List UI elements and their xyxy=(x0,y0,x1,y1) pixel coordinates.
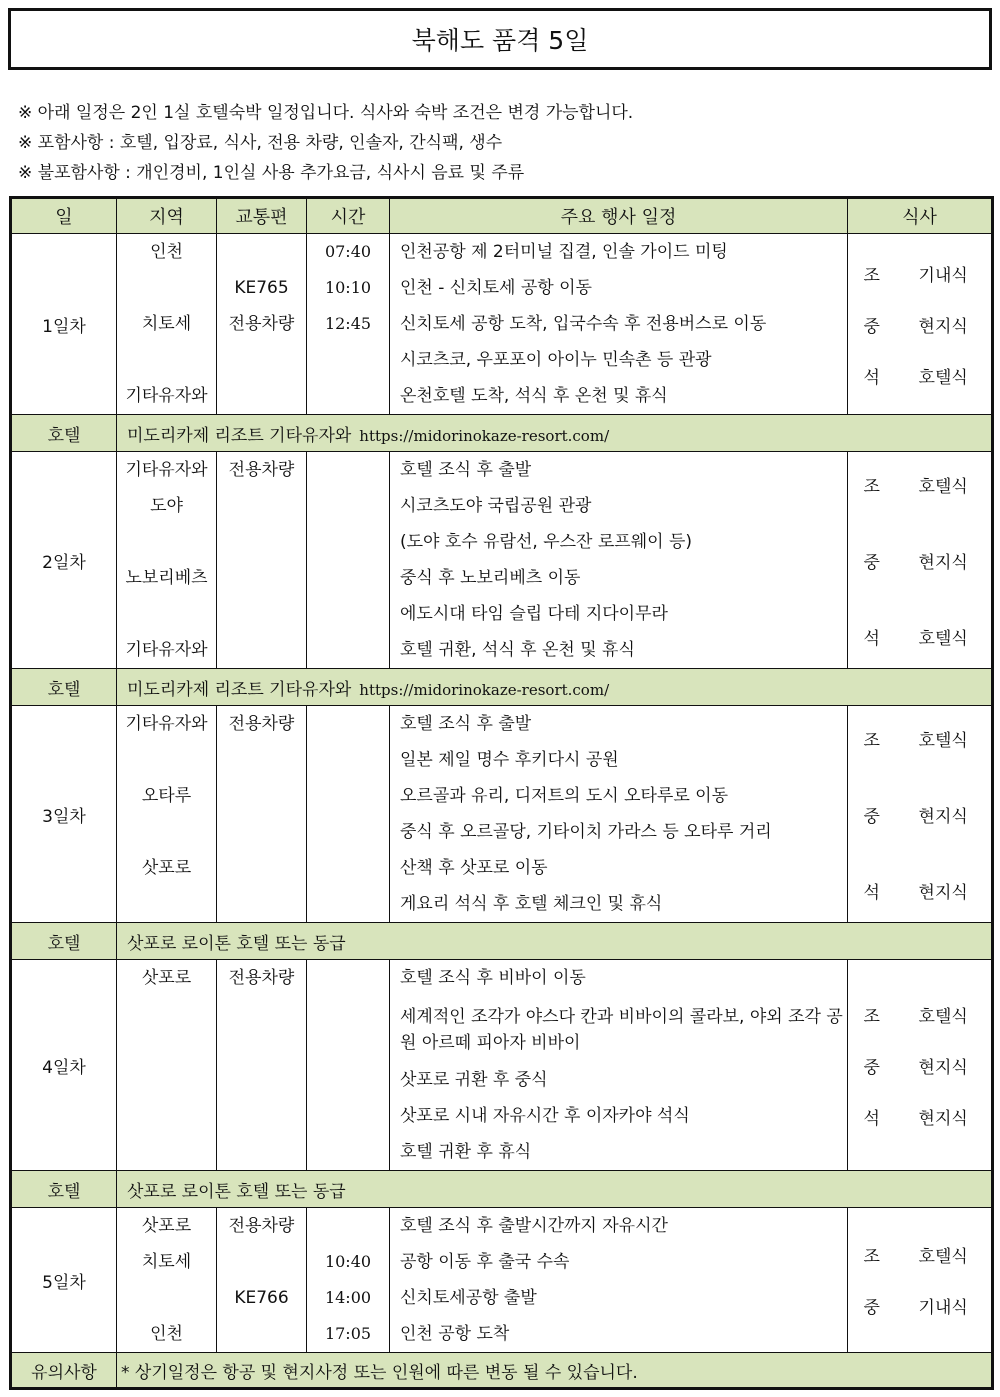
transport xyxy=(217,632,306,668)
time xyxy=(307,960,389,996)
region: 기타유자와 xyxy=(125,386,208,406)
activity: 일본 제일 명수 후키다시 공원 xyxy=(400,750,619,770)
transport xyxy=(217,560,306,596)
header-region: 지역 xyxy=(117,198,217,234)
footer-label: 유의사항 xyxy=(11,1353,117,1389)
meal-name: 조 xyxy=(863,476,880,497)
activity: 시코츠코, 우포포이 아이누 민속촌 등 관광 xyxy=(400,350,712,370)
meal-type: 기내식 xyxy=(918,1298,968,1318)
meal-cell xyxy=(848,234,993,415)
meal-name: 조 xyxy=(863,265,880,286)
region-cell xyxy=(117,452,217,669)
time-cell xyxy=(307,234,390,415)
schedule-cell xyxy=(390,234,848,415)
region-cell xyxy=(117,1208,217,1353)
region: 기타유자와 xyxy=(125,714,208,734)
meal-name: 중 xyxy=(863,806,880,827)
hotel-info xyxy=(117,415,993,452)
day-row xyxy=(11,452,993,669)
day-label: 3일차 xyxy=(11,706,117,923)
time xyxy=(307,488,389,524)
page-title: 북해도 품격 5일 xyxy=(8,8,992,70)
header-schedule: 주요 행사 일정 xyxy=(390,198,848,234)
time: 10:10 xyxy=(324,278,372,297)
header-transport: 교통편 xyxy=(217,198,307,234)
schedule-cell xyxy=(390,960,848,1171)
time xyxy=(307,996,389,1062)
activity: 호텔 귀환 후 휴식 xyxy=(400,1142,532,1162)
region xyxy=(117,996,216,1062)
transport-cell xyxy=(217,706,307,923)
itinerary-table xyxy=(9,196,994,1390)
time xyxy=(307,778,389,814)
transport xyxy=(217,1316,306,1352)
meal-entry xyxy=(848,1236,991,1273)
activity: 게요리 석식 후 호텔 체크인 및 휴식 xyxy=(400,894,663,914)
region xyxy=(117,814,216,850)
activity: 산책 후 삿포로 이동 xyxy=(400,858,548,878)
transport xyxy=(217,488,306,524)
meal-type: 현지식 xyxy=(918,1057,968,1078)
transport xyxy=(217,742,306,778)
meal-entry xyxy=(848,542,991,578)
transport: 전용차량 xyxy=(228,314,295,334)
table-header-row xyxy=(11,198,993,234)
hotel-name: 삿포로 로이톤 호텔 또는 동급 xyxy=(127,933,346,954)
meal-entry xyxy=(848,872,991,908)
time: 10:40 xyxy=(324,1252,372,1271)
hotel-info xyxy=(117,1171,993,1208)
meal-cell xyxy=(848,452,993,669)
header-time: 시간 xyxy=(307,198,390,234)
day-label: 2일차 xyxy=(11,452,117,669)
transport xyxy=(217,1098,306,1134)
transport: 전용차량 xyxy=(228,968,295,988)
time-cell xyxy=(307,706,390,923)
transport: KE766 xyxy=(234,1288,289,1308)
region: 오타루 xyxy=(141,786,192,806)
meal-name: 중 xyxy=(863,552,880,573)
transport xyxy=(217,342,306,378)
meal-entry xyxy=(848,466,991,502)
time xyxy=(307,1098,389,1134)
hotel-info xyxy=(117,669,993,706)
region xyxy=(117,886,216,922)
day-row xyxy=(11,1208,993,1353)
note-line: ※ 포함사항 : 호텔, 입장료, 식사, 전용 차량, 인솔자, 간식팩, 생수 xyxy=(18,133,503,153)
time xyxy=(307,524,389,560)
day-label: 4일차 xyxy=(11,960,117,1171)
time xyxy=(307,1208,389,1244)
activity: 인천 - 신치토세 공항 이동 xyxy=(400,278,592,298)
activity: 중식 후 노보리베츠 이동 xyxy=(400,568,581,588)
transport: 전용차량 xyxy=(228,1216,295,1236)
header-meal: 식사 xyxy=(848,198,993,234)
activity: 삿포로 귀환 후 중식 xyxy=(400,1070,548,1090)
hotel-info xyxy=(117,923,993,960)
day-label: 5일차 xyxy=(11,1208,117,1353)
transport xyxy=(217,1134,306,1170)
meal-name: 석 xyxy=(863,1108,880,1129)
meal-name: 석 xyxy=(863,882,880,903)
meal-name: 석 xyxy=(863,628,880,649)
meal-type: 기내식 xyxy=(918,265,968,286)
meal-name: 조 xyxy=(863,730,880,751)
time xyxy=(307,378,389,414)
activity: 신치토세 공항 도착, 입국수속 후 전용버스로 이동 xyxy=(400,314,767,334)
hotel-row xyxy=(11,923,993,960)
hotel-label: 호텔 xyxy=(11,669,117,706)
region xyxy=(117,270,216,306)
activity: 삿포로 시내 자유시간 후 이자카야 석식 xyxy=(400,1106,690,1126)
activity: 인천공항 제 2터미널 집결, 인솔 가이드 미팅 xyxy=(400,242,728,262)
activity: 호텔 조식 후 출발 xyxy=(400,714,532,734)
activity: 호텔 조식 후 비바이 이동 xyxy=(400,968,586,988)
transport xyxy=(217,1062,306,1098)
hotel-name: 미도리카제 리조트 기타유자와 xyxy=(127,679,352,700)
meal-entry xyxy=(848,618,991,654)
hotel-label: 호텔 xyxy=(11,415,117,452)
itinerary-body xyxy=(11,234,993,1353)
transport xyxy=(217,378,306,414)
region: 기타유자와 xyxy=(125,640,208,660)
region xyxy=(117,1134,216,1170)
meal-type: 현지식 xyxy=(918,1108,968,1129)
region-cell xyxy=(117,234,217,415)
time: 14:00 xyxy=(324,1288,372,1307)
meal-entry xyxy=(848,255,991,292)
meal-name: 석 xyxy=(863,367,880,388)
region xyxy=(117,342,216,378)
notes xyxy=(18,98,978,188)
activity: 공항 이동 후 출국 수속 xyxy=(400,1252,570,1272)
time xyxy=(307,596,389,632)
day-row xyxy=(11,234,993,415)
hotel-label: 호텔 xyxy=(11,923,117,960)
header-day: 일 xyxy=(11,198,117,234)
day-label: 1일차 xyxy=(11,234,117,415)
meal-name: 중 xyxy=(863,316,880,337)
meal-type: 현지식 xyxy=(918,806,968,827)
region: 인천 xyxy=(150,242,183,262)
activity: 호텔 조식 후 출발 xyxy=(400,460,532,480)
region: 인천 xyxy=(150,1324,183,1344)
meal-entry xyxy=(848,720,991,756)
transport xyxy=(217,996,306,1062)
transport xyxy=(217,778,306,814)
region: 노보리베츠 xyxy=(125,568,208,588)
meal-cell xyxy=(848,960,993,1171)
hotel-label: 호텔 xyxy=(11,1171,117,1208)
time xyxy=(307,850,389,886)
region-cell xyxy=(117,706,217,923)
time xyxy=(307,886,389,922)
time xyxy=(307,742,389,778)
meal-type: 호텔식 xyxy=(918,730,968,751)
meal-cell xyxy=(848,706,993,923)
transport xyxy=(217,1244,306,1280)
meal-name: 중 xyxy=(863,1057,880,1078)
transport: 전용차량 xyxy=(228,460,295,480)
activity: 중식 후 오르골당, 기타이치 가라스 등 오타루 거리 xyxy=(400,822,772,842)
activity: 오르골과 유리, 디저트의 도시 오타루로 이동 xyxy=(400,786,729,806)
transport xyxy=(217,596,306,632)
hotel-name: 미도리카제 리조트 기타유자와 xyxy=(127,425,352,446)
transport-cell xyxy=(217,452,307,669)
meal-entry xyxy=(848,306,991,343)
hotel-row xyxy=(11,415,993,452)
meal-type: 호텔식 xyxy=(918,367,968,388)
transport-cell xyxy=(217,1208,307,1353)
time-cell xyxy=(307,452,390,669)
time xyxy=(307,1134,389,1170)
meal-name: 조 xyxy=(863,1247,880,1267)
region: 삿포로 xyxy=(141,968,192,988)
time xyxy=(307,560,389,596)
region: 삿포로 xyxy=(141,1216,192,1236)
meal-type: 호텔식 xyxy=(918,1006,968,1027)
time xyxy=(307,814,389,850)
footer-row xyxy=(11,1353,993,1389)
region-cell xyxy=(117,960,217,1171)
region: 치토세 xyxy=(141,314,192,334)
hotel-row xyxy=(11,1171,993,1208)
meal-entry xyxy=(848,796,991,832)
meal-type: 현지식 xyxy=(918,316,968,337)
schedule-cell xyxy=(390,1208,848,1353)
time xyxy=(307,452,389,488)
region xyxy=(117,1280,216,1316)
activity: 호텔 귀환, 석식 후 온천 및 휴식 xyxy=(400,640,635,660)
schedule-cell xyxy=(390,452,848,669)
transport xyxy=(217,850,306,886)
meal-entry xyxy=(848,996,991,1033)
transport xyxy=(217,524,306,560)
activity: 시코츠도야 국립공원 관광 xyxy=(400,496,592,516)
meal-entry xyxy=(848,1098,991,1135)
transport xyxy=(217,886,306,922)
activity: 온천호텔 도착, 석식 후 온천 및 휴식 xyxy=(400,386,668,406)
transport: 전용차량 xyxy=(228,714,295,734)
activity: 에도시대 타임 슬립 다테 지다이무라 xyxy=(400,604,668,624)
region xyxy=(117,742,216,778)
day-row xyxy=(11,960,993,1171)
note-line: ※ 불포함사항 : 개인경비, 1인실 사용 추가요금, 식사시 음료 및 주류 xyxy=(18,163,525,183)
time xyxy=(307,706,389,742)
region xyxy=(117,1062,216,1098)
hotel-url-link[interactable]: https://midorinokaze-resort.com/ xyxy=(359,680,610,699)
meal-type: 호텔식 xyxy=(918,628,968,649)
hotel-url-link[interactable]: https://midorinokaze-resort.com/ xyxy=(359,426,610,445)
meal-name: 중 xyxy=(863,1298,880,1318)
transport xyxy=(217,814,306,850)
meal-type: 호텔식 xyxy=(918,476,968,497)
meal-cell xyxy=(848,1208,993,1353)
day-row xyxy=(11,706,993,923)
note-line: ※ 아래 일정은 2인 1실 호텔숙박 일정입니다. 식사와 숙박 조건은 변경 가능합니다. xyxy=(18,103,634,123)
time xyxy=(307,632,389,668)
time xyxy=(307,1062,389,1098)
region xyxy=(117,524,216,560)
region: 기타유자와 xyxy=(125,460,208,480)
activity: 신치토세공항 출발 xyxy=(400,1288,537,1308)
region: 치토세 xyxy=(141,1252,192,1272)
hotel-row xyxy=(11,669,993,706)
region: 삿포로 xyxy=(141,858,192,878)
time-cell xyxy=(307,1208,390,1353)
meal-entry xyxy=(848,1287,991,1324)
transport: KE765 xyxy=(234,278,289,298)
time-cell xyxy=(307,960,390,1171)
region xyxy=(117,1098,216,1134)
meal-type: 호텔식 xyxy=(918,1247,968,1267)
meal-entry xyxy=(848,357,991,394)
meal-entry xyxy=(848,1047,991,1084)
meal-type: 현지식 xyxy=(918,552,968,573)
time: 12:45 xyxy=(324,314,372,333)
region xyxy=(117,596,216,632)
hotel-name: 삿포로 로이톤 호텔 또는 동급 xyxy=(127,1181,346,1202)
time xyxy=(307,342,389,378)
activity: 호텔 조식 후 출발시간까지 자유시간 xyxy=(400,1216,668,1236)
transport-cell xyxy=(217,960,307,1171)
activity: (도야 호수 유람선, 우스잔 로프웨이 등) xyxy=(400,532,693,552)
time: 07:40 xyxy=(324,242,372,261)
activity: 인천 공항 도착 xyxy=(400,1324,510,1344)
meal-type: 현지식 xyxy=(918,882,968,903)
meal-name: 조 xyxy=(863,1006,880,1027)
region: 도야 xyxy=(150,496,183,516)
transport-cell xyxy=(217,234,307,415)
footer-text: * 상기일정은 항공 및 현지사정 또는 인원에 따른 변동 될 수 있습니다. xyxy=(117,1353,993,1389)
transport xyxy=(217,234,306,270)
schedule-cell xyxy=(390,706,848,923)
time: 17:05 xyxy=(324,1324,372,1343)
activity: 세계적인 조각가 야스다 칸과 비바이의 콜라보, 야외 조각 공원 아르떼 피아자 비바이 xyxy=(400,1007,843,1053)
